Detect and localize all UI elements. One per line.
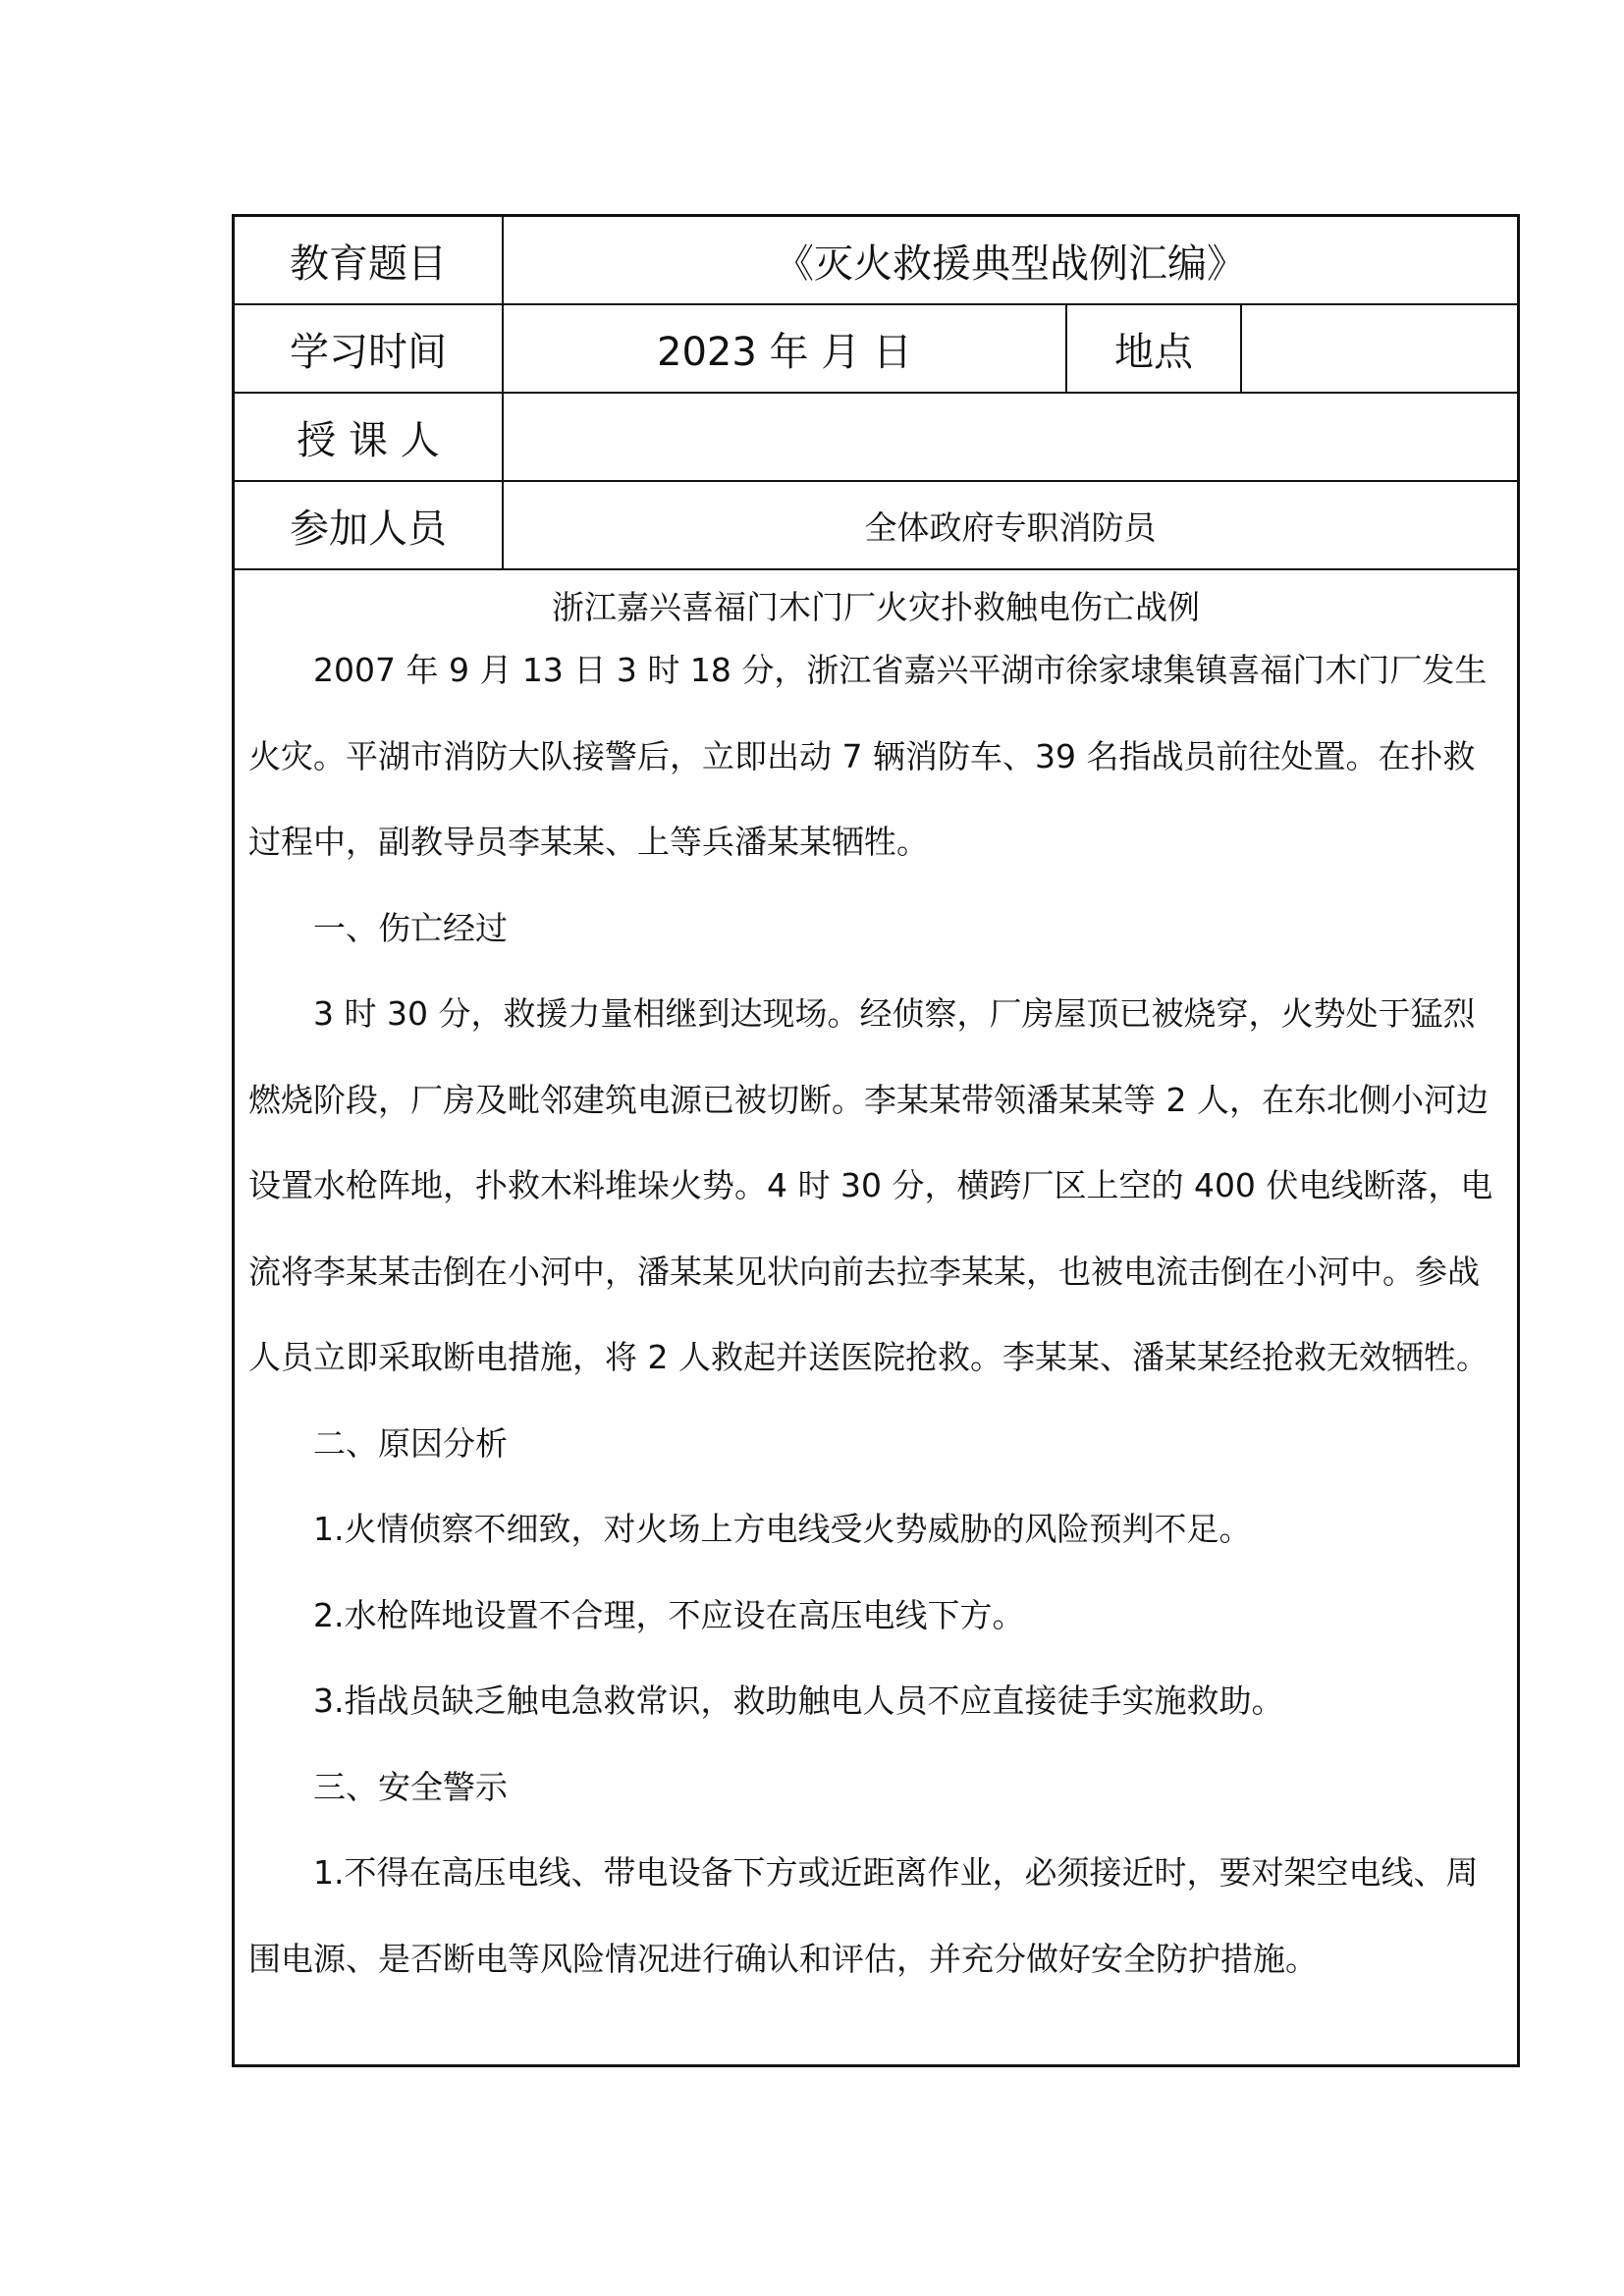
section-heading: 二、原因分析 (313, 1423, 508, 1463)
case-heading: 浙江嘉兴喜福门木门厂火灾扑救触电伤亡战例 (552, 588, 1200, 626)
study-record-form (232, 214, 1520, 2067)
place-value (1242, 305, 1517, 392)
row-participants (235, 482, 1517, 570)
list-item: 3.指战员缺乏触电急救常识，救助触电人员不应直接徒手实施救助。 (313, 1682, 1284, 1720)
lecturer-label: 授 课 人 (235, 394, 504, 480)
content-area (235, 570, 1517, 2064)
list-item: 2.水枪阵地设置不合理，不应设在高压电线下方。 (313, 1595, 1025, 1634)
list-item: 1.不得在高压电线、带电设备下方或近距离作业，必须接近时，要对架空电线、周围电源、是否断电等风险情况进行确认和评估，并充分做好安全防护措施。 (248, 1853, 1479, 1978)
time-value: 2023 年 月 日 (504, 305, 1067, 392)
time-label: 学习时间 (235, 305, 504, 392)
topic-label: 教育题目 (235, 217, 504, 303)
row-topic (235, 217, 1517, 305)
row-time (235, 305, 1517, 394)
row-lecturer (235, 394, 1517, 482)
section-heading: 一、伤亡经过 (313, 908, 508, 947)
section-heading: 三、安全警示 (313, 1767, 508, 1806)
participants-label: 参加人员 (235, 482, 504, 568)
participants-value: 全体政府专职消防员 (864, 507, 1157, 547)
paragraph: 3 时 30 分，救援力量相继到达现场。经侦察，厂房屋顶已被烧穿，火势处于猛烈燃烧阶段，厂房及毗邻建筑电源已被切断。李某某带领潘某某等 2 人，在东北侧小河边设置水枪阵地，扑救木料堆垛火势。4 时 30 分，横跨厂区上空的 400 伏电线断落，电流将李某某击倒在小河中，潘某某见状向前去拉李某某，也被电流击倒在小河中。参战人员立即采取断电措施，将 2 人救起并送医院抢救。李某某、潘某某经抢救无效牺牲。 (248, 994, 1493, 1376)
list-item: 1.火情侦察不细致，对火场上方电线受火势威胁的风险预判不足。 (313, 1510, 1252, 1548)
lecturer-value (504, 394, 1517, 480)
paragraph: 2007 年 9 月 13 日 3 时 18 分，浙江省嘉兴平湖市徐家埭集镇喜福门木门厂发生火灾。平湖市消防大队接警后，立即出动 7 辆消防车、39 名指战员前往处置。在扑救过程中，副教导员李某某、上等兵潘某某牺牲。 (248, 651, 1488, 861)
case-body (248, 627, 1503, 2002)
place-label: 地点 (1067, 305, 1242, 392)
topic-value: 《灭火救援典型战例汇编》 (775, 240, 1246, 287)
